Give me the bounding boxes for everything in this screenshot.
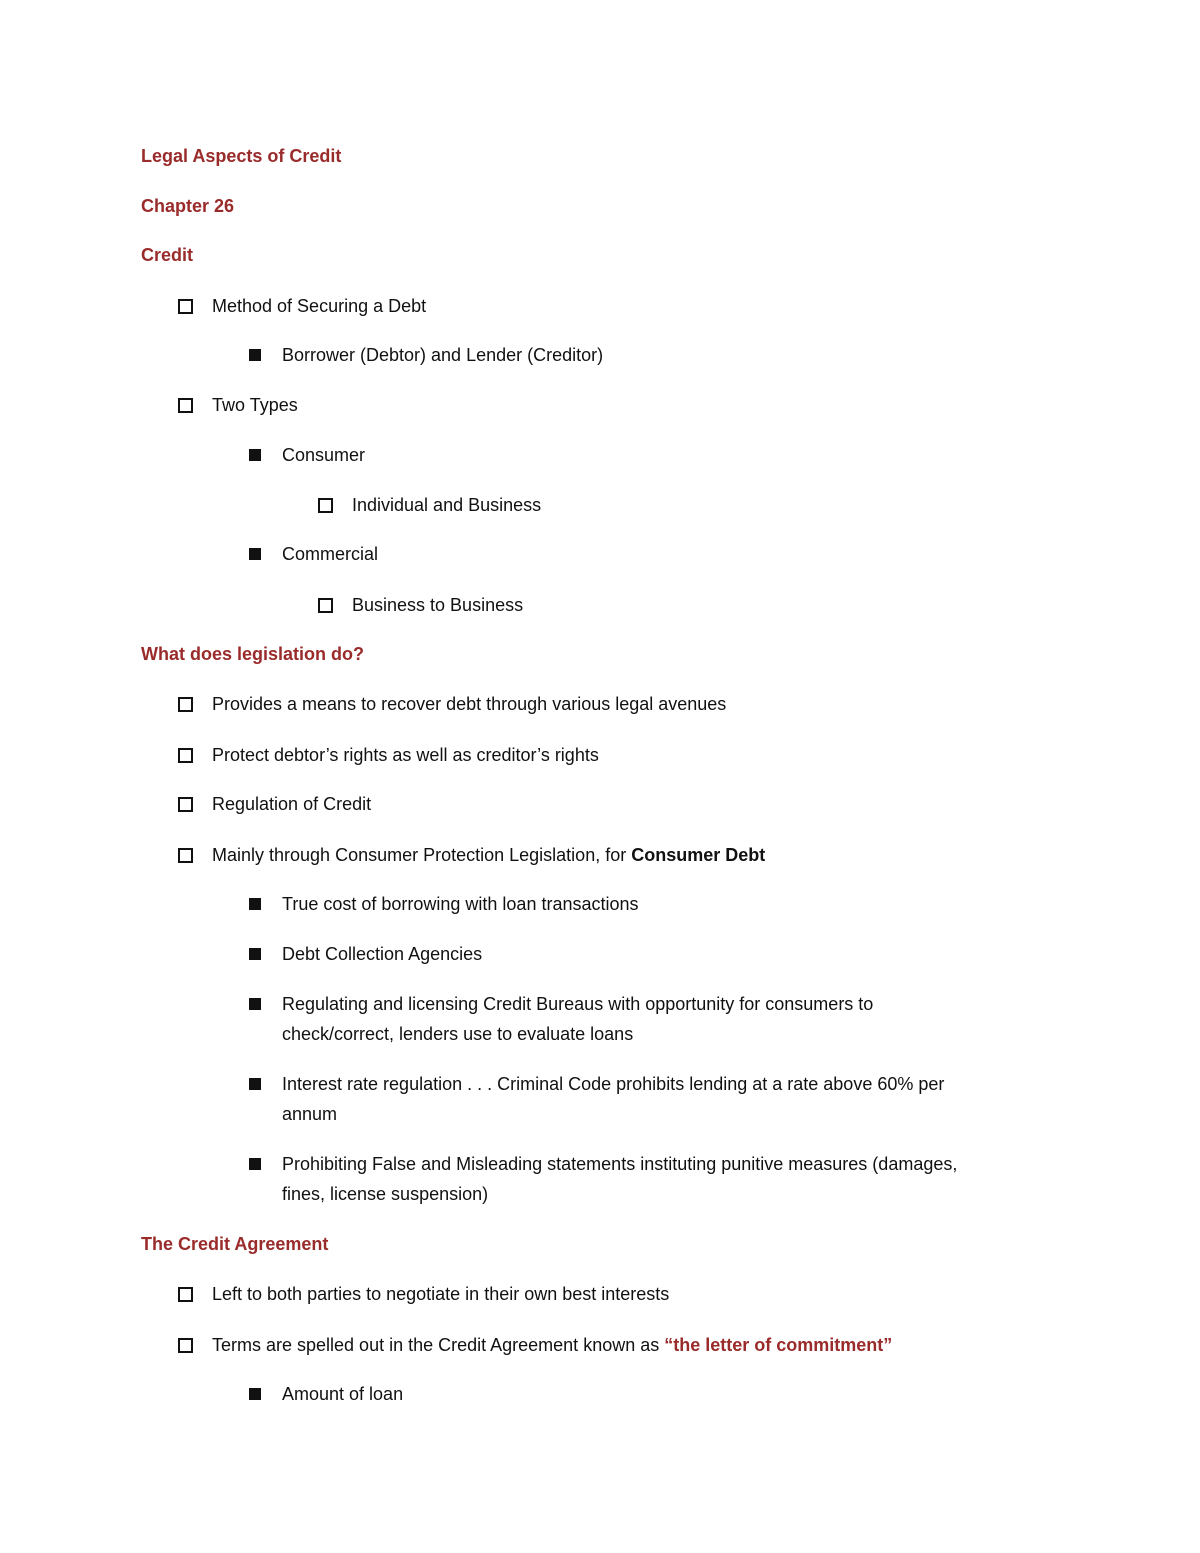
square-bullet-icon	[249, 1078, 261, 1090]
list-item: Provides a means to recover debt through various legal avenues	[178, 693, 726, 715]
list-item: Interest rate regulation . . . Criminal Code prohibits lending at a rate above 60% per annum	[248, 1073, 944, 1129]
checkbox-bullet-icon	[318, 598, 333, 613]
list-item: Debt Collection Agencies	[248, 943, 482, 965]
chapter-heading: Chapter 26	[141, 196, 235, 216]
list-item: Two Types	[178, 394, 298, 416]
list-item: Borrower (Debtor) and Lender (Creditor)	[248, 344, 603, 366]
checkbox-bullet-icon	[178, 748, 193, 763]
list-item: Regulating and licensing Credit Bureaus with opportunity for consumers to check/correct, lenders use to evaluate loans	[248, 993, 873, 1049]
list-item: Mainly through Consumer Protection Legislation, for Consumer Debt	[178, 844, 765, 866]
square-bullet-icon	[249, 1388, 261, 1400]
list-item: Amount of loan	[248, 1383, 403, 1405]
list-item: Individual and Business	[318, 494, 541, 516]
checkbox-bullet-icon	[178, 1287, 193, 1302]
checkbox-bullet-icon	[178, 398, 193, 413]
square-bullet-icon	[249, 1158, 261, 1170]
checkbox-bullet-icon	[178, 299, 193, 314]
list-item: Protect debtor’s rights as well as creditor’s rights	[178, 744, 599, 766]
checkbox-bullet-icon	[318, 498, 333, 513]
list-item: Regulation of Credit	[178, 793, 371, 815]
square-bullet-icon	[249, 898, 261, 910]
list-item: Business to Business	[318, 594, 523, 616]
square-bullet-icon	[249, 548, 261, 560]
list-item: Commercial	[248, 543, 378, 565]
list-item: Consumer	[248, 444, 365, 466]
letter-of-commitment-emphasis: “the letter of commitment”	[664, 1335, 893, 1355]
consumer-debt-emphasis: Consumer Debt	[631, 845, 766, 865]
list-item: Method of Securing a Debt	[178, 295, 426, 317]
checkbox-bullet-icon	[178, 797, 193, 812]
square-bullet-icon	[249, 349, 261, 361]
credit-heading: Credit	[141, 245, 194, 265]
square-bullet-icon	[249, 948, 261, 960]
square-bullet-icon	[249, 998, 261, 1010]
document-title: Legal Aspects of Credit	[141, 146, 342, 166]
list-item: Left to both parties to negotiate in their own best interests	[178, 1283, 669, 1305]
checkbox-bullet-icon	[178, 848, 193, 863]
list-item: Terms are spelled out in the Credit Agreement known as “the letter of commitment”	[178, 1334, 892, 1356]
legislation-heading: What does legislation do?	[141, 644, 365, 664]
checkbox-bullet-icon	[178, 1338, 193, 1353]
checkbox-bullet-icon	[178, 697, 193, 712]
square-bullet-icon	[249, 449, 261, 461]
list-item: True cost of borrowing with loan transactions	[248, 893, 639, 915]
credit-agreement-heading: The Credit Agreement	[141, 1234, 329, 1254]
list-item: Prohibiting False and Misleading statements instituting punitive measures (damages, fines, license suspension)	[248, 1153, 957, 1209]
